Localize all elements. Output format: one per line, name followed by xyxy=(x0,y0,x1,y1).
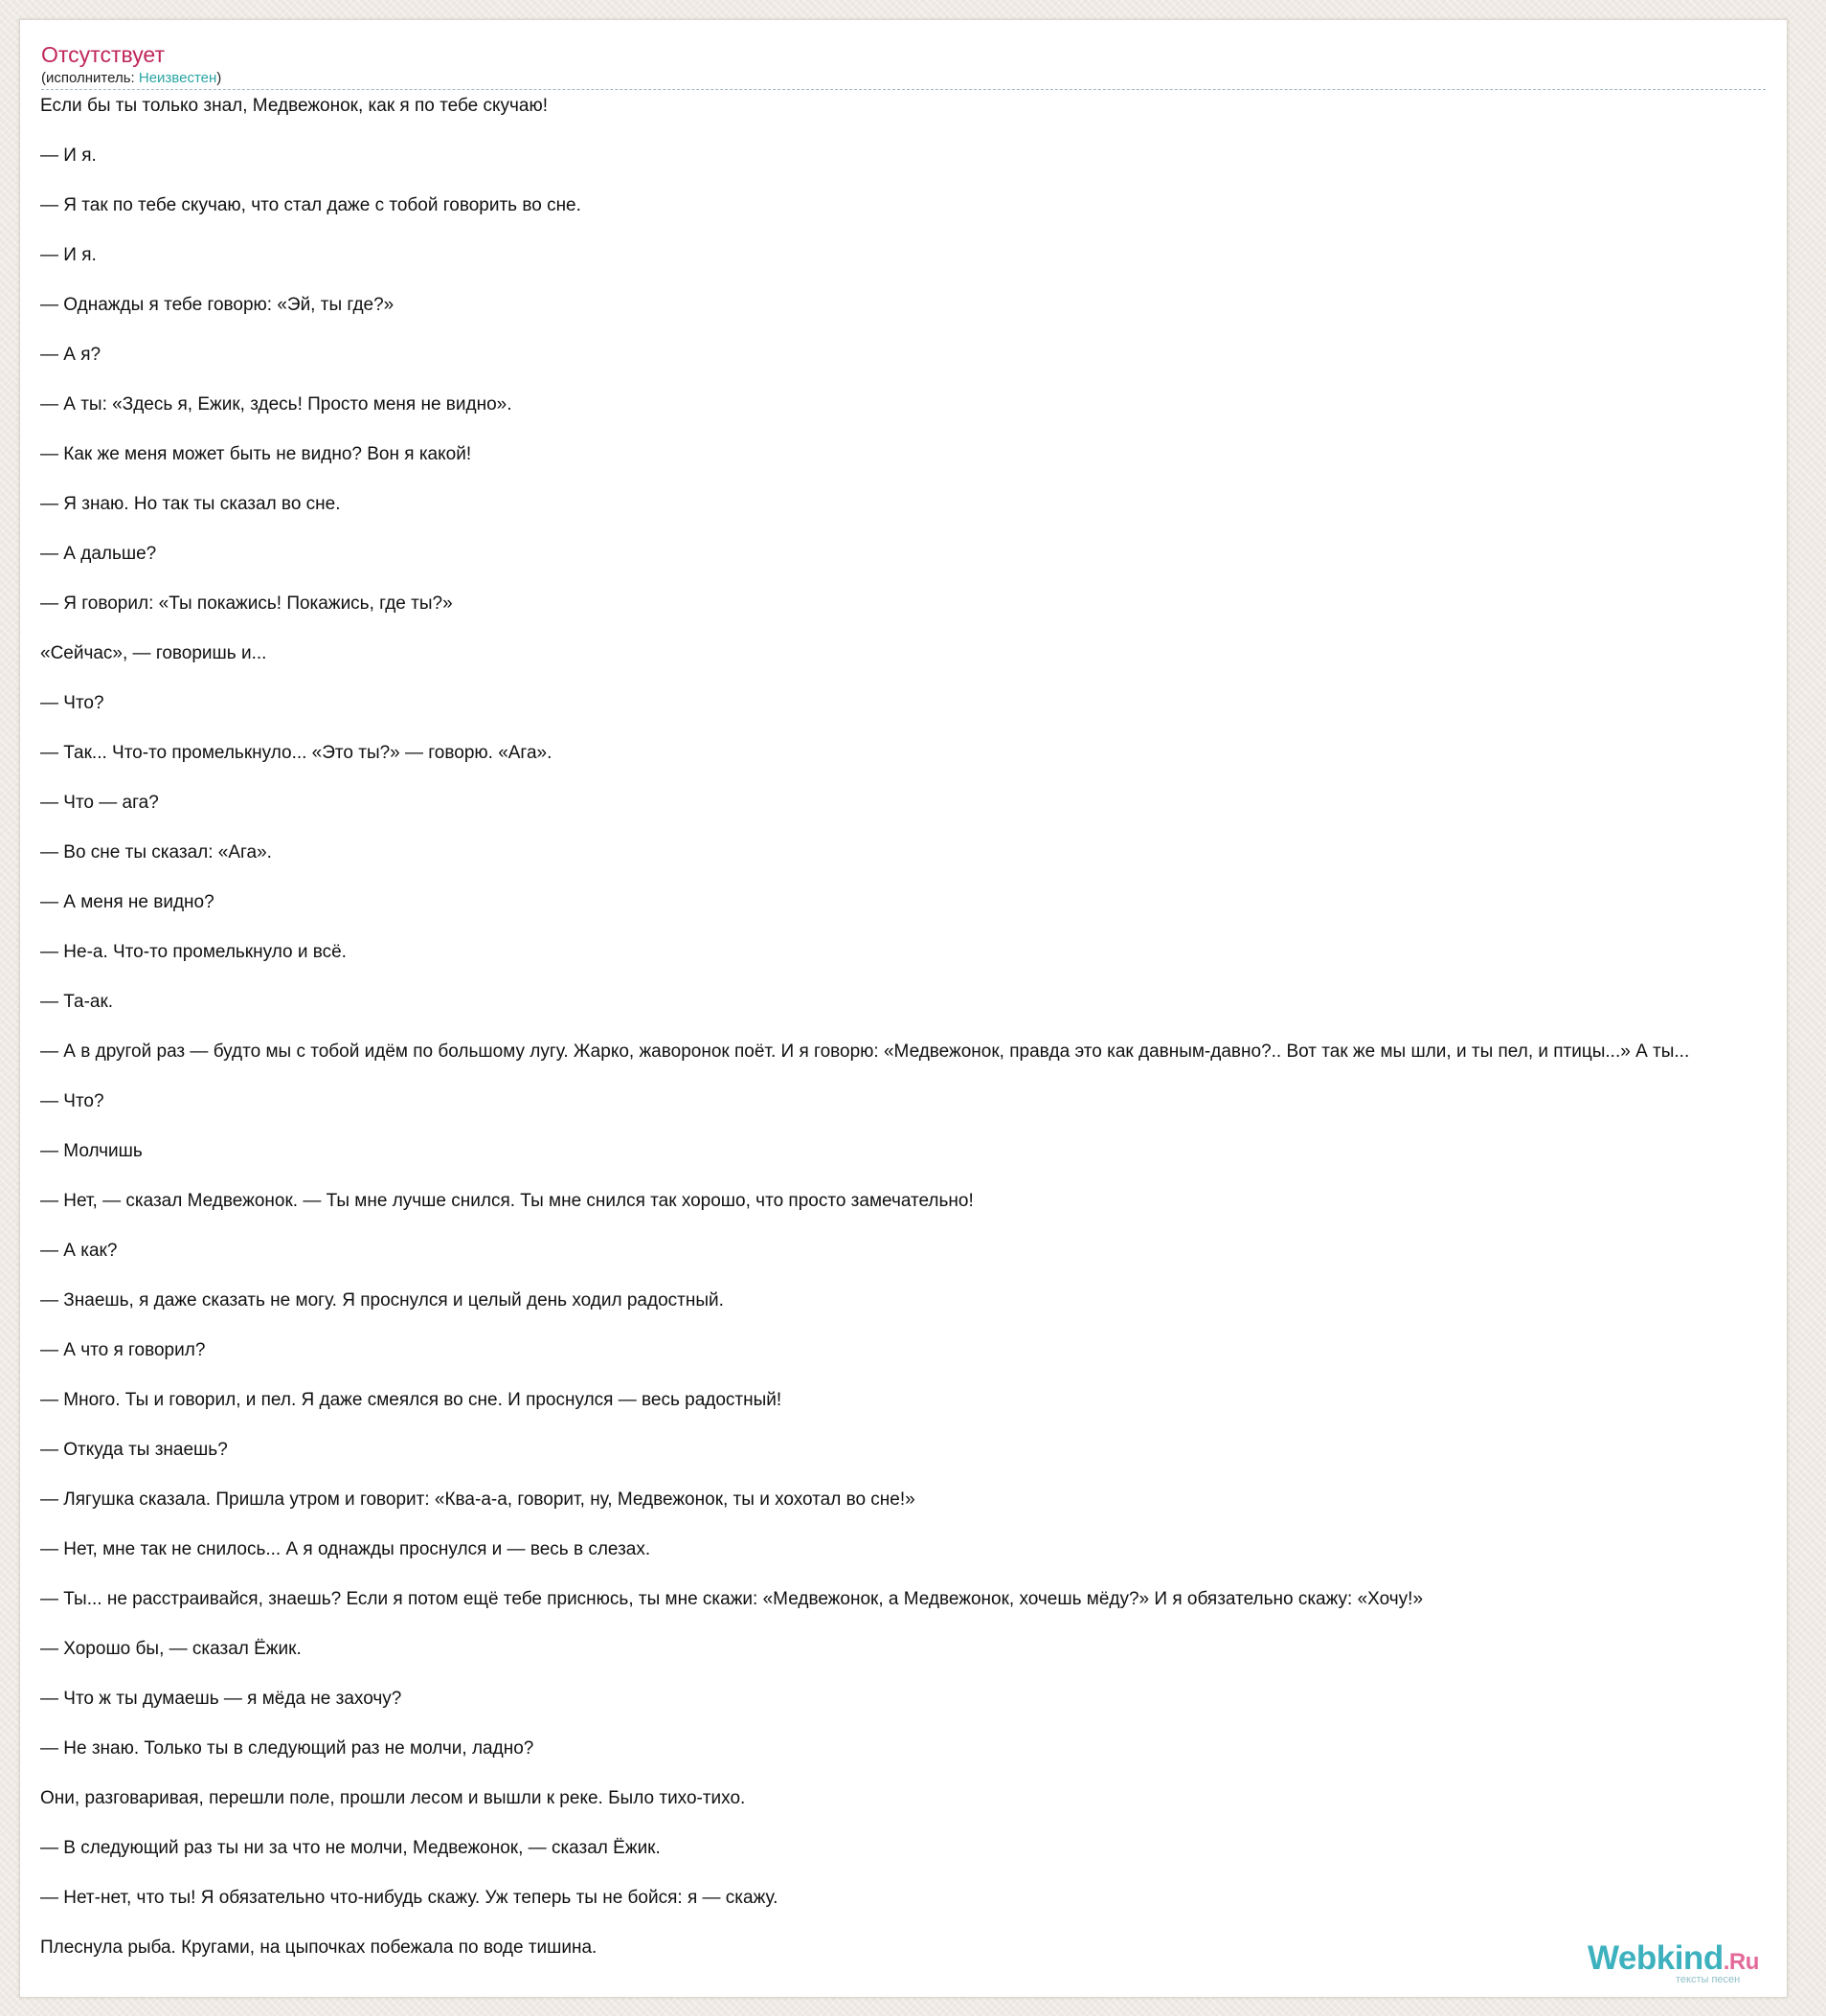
performer-line xyxy=(41,70,1766,87)
lyric-line: — Что ж ты думаешь — я мёда не захочу? xyxy=(40,1689,402,1709)
lyric-line: — Что — ага? xyxy=(40,793,159,813)
lyric-line: — Так... Что-то промелькнуло... «Это ты?» — говорю. «Ага». xyxy=(40,743,552,763)
performer-prefix: (исполнитель: xyxy=(41,70,139,86)
lyric-line: — Ты... не расстраивайся, знаешь? Если я потом ещё тебе приснюсь, ты мне скажи: «Медвежонок, а Медвежонок, хочешь мёду?» И я обязательно скажу: «Хочу!» xyxy=(40,1589,1424,1609)
lyric-line: — Знаешь, я даже сказать не могу. Я проснулся и целый день ходил радостный. xyxy=(40,1290,724,1310)
lyric-line: — А дальше? xyxy=(40,544,157,564)
lyric-line: — Много. Ты и говорил, и пел. Я даже смеялся во сне. И проснулся — весь радостный! xyxy=(40,1390,782,1410)
lyric-line: — Лягушка сказала. Пришла утром и говорит: «Ква-а-а, говорит, ну, Медвежонок, ты и хохотал во сне!» xyxy=(40,1490,915,1510)
lyric-line: — А в другой раз — будто мы с тобой идём по большому лугу. Жарко, жаворонок поёт. И я говорю: «Медвежонок, правда это как давным-давно?.. Вот так же мы шли, и ты пел, и птицы...» А ты... xyxy=(40,1042,1690,1062)
lyric-line: — Что? xyxy=(40,1091,104,1111)
lyric-line: «Сейчас», — говоришь и... xyxy=(40,643,267,663)
lyric-line: — Нет, мне так не снилось... А я однажды проснулся и — весь в слезах. xyxy=(40,1539,651,1559)
lyric-line: — Нет, — сказал Медвежонок. — Ты мне лучше снился. Ты мне снился так хорошо, что просто замечательно! xyxy=(40,1191,974,1211)
song-header xyxy=(41,41,1766,87)
lyric-line: — Во сне ты сказал: «Ага». xyxy=(40,842,272,862)
lyric-line: Они, разговаривая, перешли поле, прошли лесом и вышли к реке. Было тихо-тихо. xyxy=(40,1788,746,1808)
lyric-line: — Не-а. Что-то промелькнуло и всё. xyxy=(40,942,347,962)
performer-link[interactable]: Неизвестен xyxy=(138,70,217,86)
lyric-line: — Я так по тебе скучаю, что стал даже с тобой говорить во сне. xyxy=(40,195,581,215)
lyric-line: — И я. xyxy=(40,245,97,265)
lyric-line: — А меня не видно? xyxy=(40,892,214,912)
lyric-line: — В следующий раз ты ни за что не молчи, Медвежонок, — сказал Ёжик. xyxy=(40,1838,661,1858)
content-panel xyxy=(19,19,1788,1998)
lyric-line: Если бы ты только знал, Медвежонок, как я по тебе скучаю! xyxy=(40,96,548,116)
lyric-line: — Что? xyxy=(40,693,104,713)
logo-tld: .Ru xyxy=(1723,1949,1759,1975)
logo-brand-name: Webkind xyxy=(1588,1939,1724,1977)
logo-tagline: тексты песен xyxy=(1676,1974,1741,1985)
lyric-line: — И я. xyxy=(40,146,97,166)
lyric-line: Плеснула рыба. Кругами, на цыпочках побежала по воде тишина. xyxy=(40,1938,597,1958)
lyric-line: — Не знаю. Только ты в следующий раз не молчи, ладно? xyxy=(40,1738,534,1758)
lyric-line: — Как же меня может быть не видно? Вон я какой! xyxy=(40,444,472,464)
header-divider xyxy=(41,89,1766,90)
lyric-line: — Нет-нет, что ты! Я обязательно что-нибудь скажу. Уж теперь ты не бойся: я — скажу. xyxy=(40,1888,778,1908)
lyrics-text xyxy=(40,95,1788,1986)
lyric-line: — Однажды я тебе говорю: «Эй, ты где?» xyxy=(40,295,395,315)
webkind-logo xyxy=(1588,1939,1770,1983)
lyric-line: — Молчишь xyxy=(40,1141,143,1161)
lyric-line: — Хорошо бы, — сказал Ёжик. xyxy=(40,1639,302,1659)
lyric-line: — Я знаю. Но так ты сказал во сне. xyxy=(40,494,341,514)
lyric-line: — А что я говорил? xyxy=(40,1340,206,1360)
song-title: Отсутствует xyxy=(41,42,165,67)
lyric-line: — Та-ак. xyxy=(40,992,114,1012)
lyric-line: — А ты: «Здесь я, Ежик, здесь! Просто меня не видно». xyxy=(40,394,512,414)
lyric-line: — А я? xyxy=(40,345,101,365)
lyric-line: — Я говорил: «Ты покажись! Покажись, где ты?» xyxy=(40,594,453,614)
lyric-line: — А как? xyxy=(40,1241,118,1261)
lyric-line: — Откуда ты знаешь? xyxy=(40,1440,228,1460)
performer-suffix: ) xyxy=(216,70,222,86)
